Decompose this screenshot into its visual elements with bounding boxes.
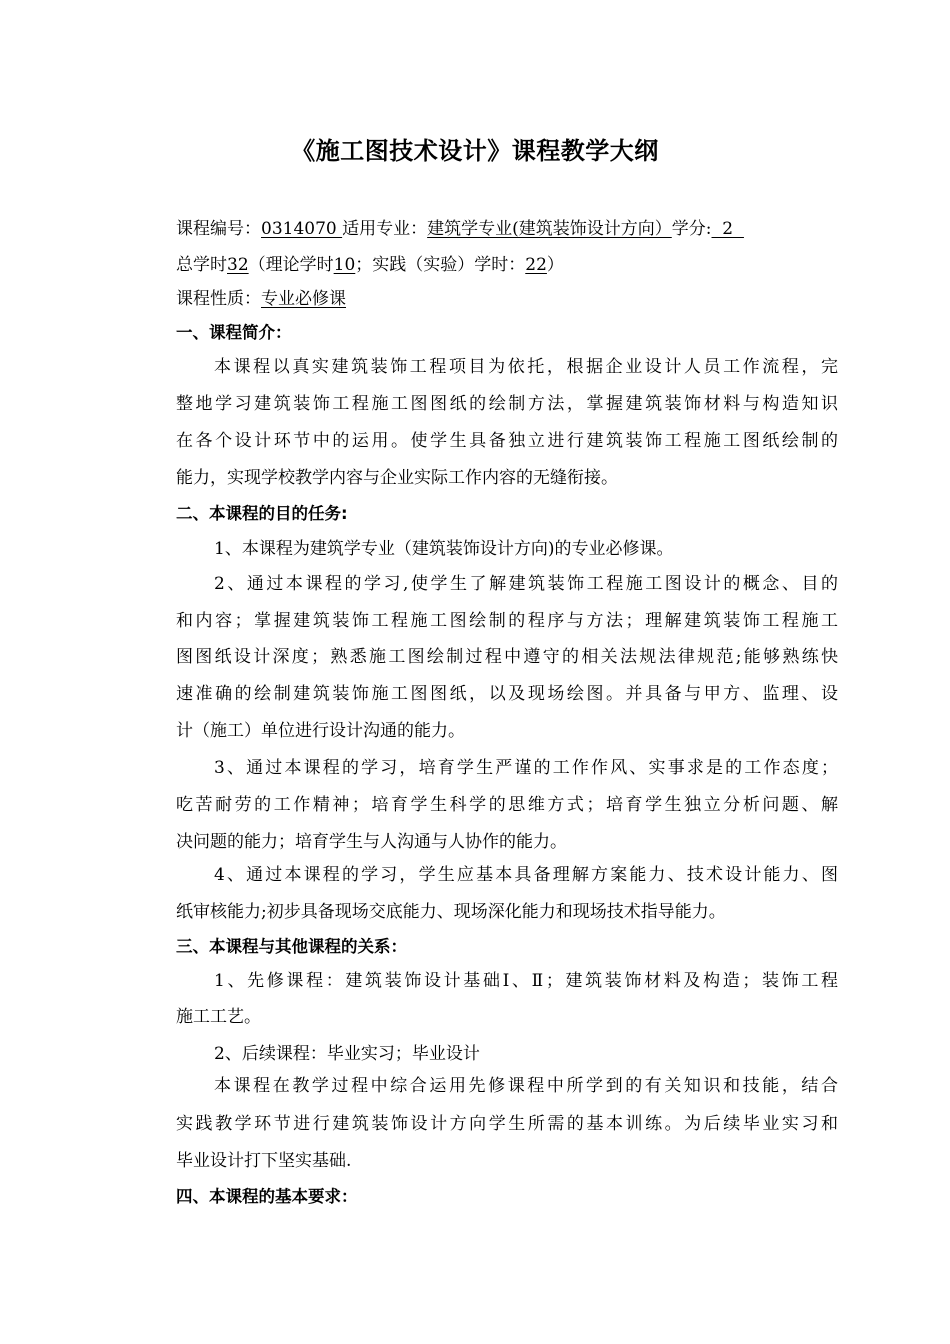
- objectives-paragraph-line: 和内容；掌握建筑装饰工程施工图绘制的程序与方法；理解建筑装饰工程施工: [176, 611, 838, 631]
- relations-paragraph-line: 毕业设计打下坚实基础.: [176, 1151, 352, 1171]
- objectives-paragraph-line: 2、通过本课程的学习,使学生了解建筑装饰工程施工图设计的概念、目的: [214, 574, 838, 594]
- intro-paragraph-line: 在各个设计环节中的运用。使学生具备独立进行建筑装饰工程施工图纸绘制的: [176, 431, 838, 451]
- objectives-paragraph-line: 纸审核能力;初步具备现场交底能力、现场深化能力和现场技术指导能力。: [176, 902, 726, 922]
- theory-hours-value: 10: [333, 255, 356, 275]
- intro-paragraph-line: 整地学习建筑装饰工程施工图图纸的绘制方法，掌握建筑装饰材料与构造知识: [176, 394, 838, 414]
- section-heading-intro: 一、课程简介：: [176, 323, 292, 342]
- major-label: 适用专业：: [342, 219, 428, 239]
- section-heading-relations: 三、本课程与其他课程的关系：: [176, 937, 407, 956]
- intro-paragraph-line: 本课程以真实建筑装饰工程项目为依托，根据企业设计人员工作流程，完: [214, 357, 838, 377]
- objectives-paragraph-line: 计（施工）单位进行设计沟通的能力。: [176, 721, 465, 741]
- relations-paragraph-line: 本课程在教学过程中综合运用先修课程中所学到的有关知识和技能，结合: [214, 1076, 838, 1096]
- major-value: 建筑学专业(建筑装饰设计方向）: [427, 219, 672, 239]
- objectives-paragraph-line: 1、本课程为建筑学专业（建筑装饰设计方向)的专业必修课。: [214, 539, 674, 559]
- course-nature-value: 专业必修课: [261, 289, 346, 309]
- section-heading-requirements: 四、本课程的基本要求：: [176, 1187, 358, 1206]
- relations-paragraph-line: 1、先修课程：建筑装饰设计基础Ⅰ、Ⅱ；建筑装饰材料及构造；装饰工程: [214, 971, 838, 991]
- objectives-paragraph-line: 速准确的绘制建筑装饰施工图图纸，以及现场绘图。并具备与甲方、监理、设: [176, 684, 838, 704]
- objectives-paragraph-line: 图图纸设计深度；熟悉施工图绘制过程中遵守的相关法规法律规范;能够熟练快: [176, 647, 838, 667]
- practice-hours-label: ；实践（实验）学时：: [355, 255, 526, 275]
- credit-label: 学分:: [671, 219, 712, 239]
- objectives-paragraph-line: 4、通过本课程的学习，学生应基本具备理解方案能力、技术设计能力、图: [214, 865, 838, 885]
- course-code-label: 课程编号：: [176, 219, 261, 239]
- course-nature-label: 课程性质：: [176, 289, 261, 309]
- credit-value: 2: [711, 219, 744, 239]
- theory-hours-label: （理论学时: [248, 255, 334, 275]
- total-hours-label: 总学时: [176, 255, 227, 275]
- total-hours-value: 32: [227, 255, 249, 275]
- objectives-paragraph-line: 吃苦耐劳的工作精神；培育学生科学的思维方式；培育学生独立分析问题、解: [176, 795, 838, 815]
- objectives-paragraph-line: 决问题的能力；培育学生与人沟通与人协作的能力。: [176, 832, 567, 852]
- course-info-line-2: [176, 254, 838, 276]
- course-info-line-3: [176, 288, 838, 310]
- relations-paragraph-line: 施工工艺。: [176, 1007, 261, 1027]
- course-info-line-1: [176, 218, 838, 240]
- relations-paragraph-line: 实践教学环节进行建筑装饰设计方向学生所需的基本训练。为后续毕业实习和: [176, 1114, 838, 1134]
- page-title: 《施工图技术设计》课程教学大纲: [291, 137, 659, 165]
- practice-hours-value: 22: [525, 255, 547, 275]
- hours-close: ）: [546, 255, 564, 275]
- course-code-value: 0314070: [261, 219, 343, 239]
- relations-paragraph-line: 2、后续课程：毕业实习；毕业设计: [214, 1044, 480, 1064]
- intro-paragraph-line: 能力，实现学校教学内容与企业实际工作内容的无缝衔接。: [176, 468, 618, 488]
- objectives-paragraph-line: 3、通过本课程的学习，培育学生严谨的工作作风、实事求是的工作态度；: [214, 758, 838, 778]
- section-heading-objectives: 二、本课程的目的任务:: [176, 504, 348, 523]
